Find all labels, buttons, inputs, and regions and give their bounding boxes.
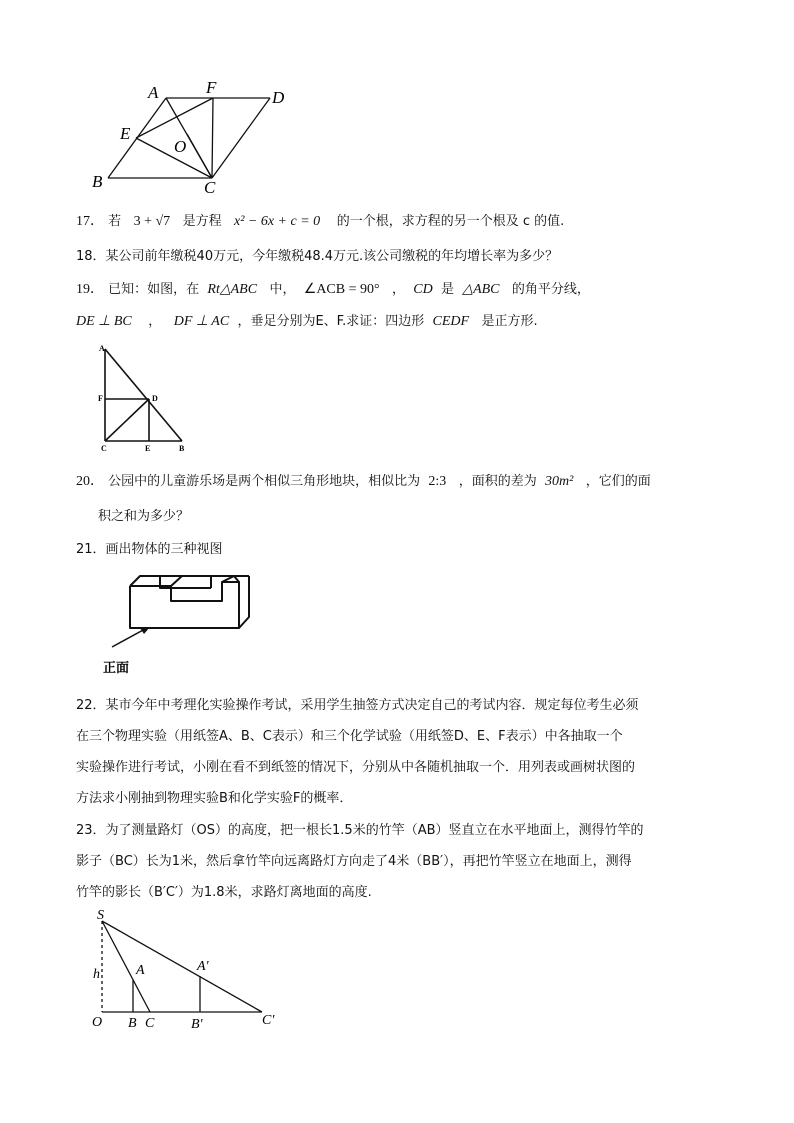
q20-text-2: ，面积的差为 (458, 474, 537, 489)
front-label: 正面 (103, 661, 130, 676)
sq-label-a: A (99, 344, 105, 353)
q19-angle: ∠ACB = 90° (303, 282, 380, 297)
sq-label-d: D (152, 394, 158, 403)
lamp-figure (86, 906, 286, 1036)
q22-line: 22．某市今年中考理化实验操作考试，采用学生抽签方式决定自己的考试内容．规定每位考生必须 (76, 698, 639, 713)
lamp-label-b: B (128, 1016, 137, 1031)
q23-line: 23．为了测量路灯（OS）的高度，把一根长1.5米的竹竿（AB）竖直立在水平地面上，测得竹竿的 (76, 823, 644, 838)
q19-perp-1: DE ⊥ BC (76, 314, 132, 329)
q22-line: 在三个物理实验（用纸签A、B、C表示）和三个化学试验（用纸签D、E、F表示）中各抽取一个 (76, 729, 623, 744)
label-e: E (120, 124, 131, 143)
label-d: D (272, 88, 285, 107)
sq-label-c: C (101, 444, 107, 453)
question-21: 21．画出物体的三种视图 (76, 542, 223, 557)
q23-line: 竹竿的影长（B′C′）为1.8米，求路灯离地面的高度. (76, 885, 372, 900)
q17-equation: x² − 6x + c = 0 (233, 214, 321, 229)
q19-text-7: ，垂足分别为E、F.求证：四边形 (237, 314, 425, 329)
q19-text-4: 是 (441, 282, 455, 297)
q17-text-1: 若 (108, 214, 122, 229)
question-18: 18．某公司前年缴税40万元，今年缴税48.4万元.该公司缴税的年均增长率为多少？ (76, 249, 559, 264)
question-23 (76, 815, 716, 908)
lamp-label-h: h (93, 967, 100, 982)
q17-text-3: 的一个根，求方程的另一个根及 c 的值. (336, 214, 565, 229)
q17-number: 17． (76, 214, 104, 229)
lamp-label-a-prime: A′ (197, 959, 209, 974)
q19-number: 19． (76, 282, 104, 297)
rhombus-figure (88, 78, 298, 200)
q19-quadrilateral: CEDF (432, 314, 470, 329)
q17-text-2: 是方程 (182, 214, 222, 229)
q19-text-2: 中， (269, 282, 296, 297)
label-c: C (204, 178, 216, 197)
q19-text-3: ， (392, 282, 406, 297)
lamp-label-a: A (136, 963, 145, 978)
q19-triangle-2: △ABC (462, 282, 500, 297)
q19-cd: CD (413, 282, 433, 297)
q19-perp-2: DF ⊥ AC (173, 314, 230, 329)
q19-text-1: 已知：如图，在 (108, 282, 200, 297)
q22-line: 实验操作进行考试，小刚在看不到纸签的情况下，分别从中各随机抽取一个．用列表或画树状图的 (76, 760, 636, 775)
lamp-label-c-prime: C′ (262, 1013, 275, 1028)
q19-text-8: 是正方形. (481, 314, 538, 329)
block-figure (98, 570, 258, 680)
question-19-line-2 (76, 313, 538, 331)
lamp-label-c: C (145, 1016, 155, 1031)
label-o: O (174, 137, 187, 156)
q20-number: 20． (76, 474, 104, 489)
q23-line: 影子（BC）长为1米，然后拿竹竿向远离路灯方向走了4米（BB′），再把竹竿竖立在地面上，测得 (76, 854, 632, 869)
lamp-label-b-prime: B′ (191, 1017, 203, 1032)
question-19-line-1 (76, 281, 590, 299)
lamp-label-o: O (92, 1015, 103, 1030)
q19-triangle: Rt△ABC (207, 282, 258, 297)
lamp-label-s: S (97, 908, 104, 923)
label-a: A (148, 83, 159, 102)
q17-root-expression: 3 + √7 (133, 214, 171, 229)
question-20-line-2: 积之和为多少？ (98, 509, 190, 524)
q20-area: 30m² (545, 474, 574, 489)
sq-label-b: B (179, 444, 185, 453)
square-figure (98, 342, 198, 454)
q20-text-1: 公园中的儿童游乐场是两个相似三角形地块，相似比为 (108, 474, 421, 489)
question-22 (76, 690, 716, 814)
sq-label-e: E (145, 444, 151, 453)
sq-label-f: F (98, 394, 103, 403)
label-f: F (206, 78, 217, 97)
q19-text-5: 的角平分线， (511, 282, 590, 297)
q22-line: 方法求小刚抽到物理实验B和化学实验F的概率． (76, 791, 353, 806)
question-20-line-1 (76, 473, 651, 491)
q20-ratio: 2:3 (428, 474, 447, 489)
q20-text-3: ，它们的面 (585, 474, 651, 489)
q19-text-6: ， (148, 314, 162, 329)
question-17 (76, 213, 564, 231)
label-b: B (92, 172, 103, 191)
